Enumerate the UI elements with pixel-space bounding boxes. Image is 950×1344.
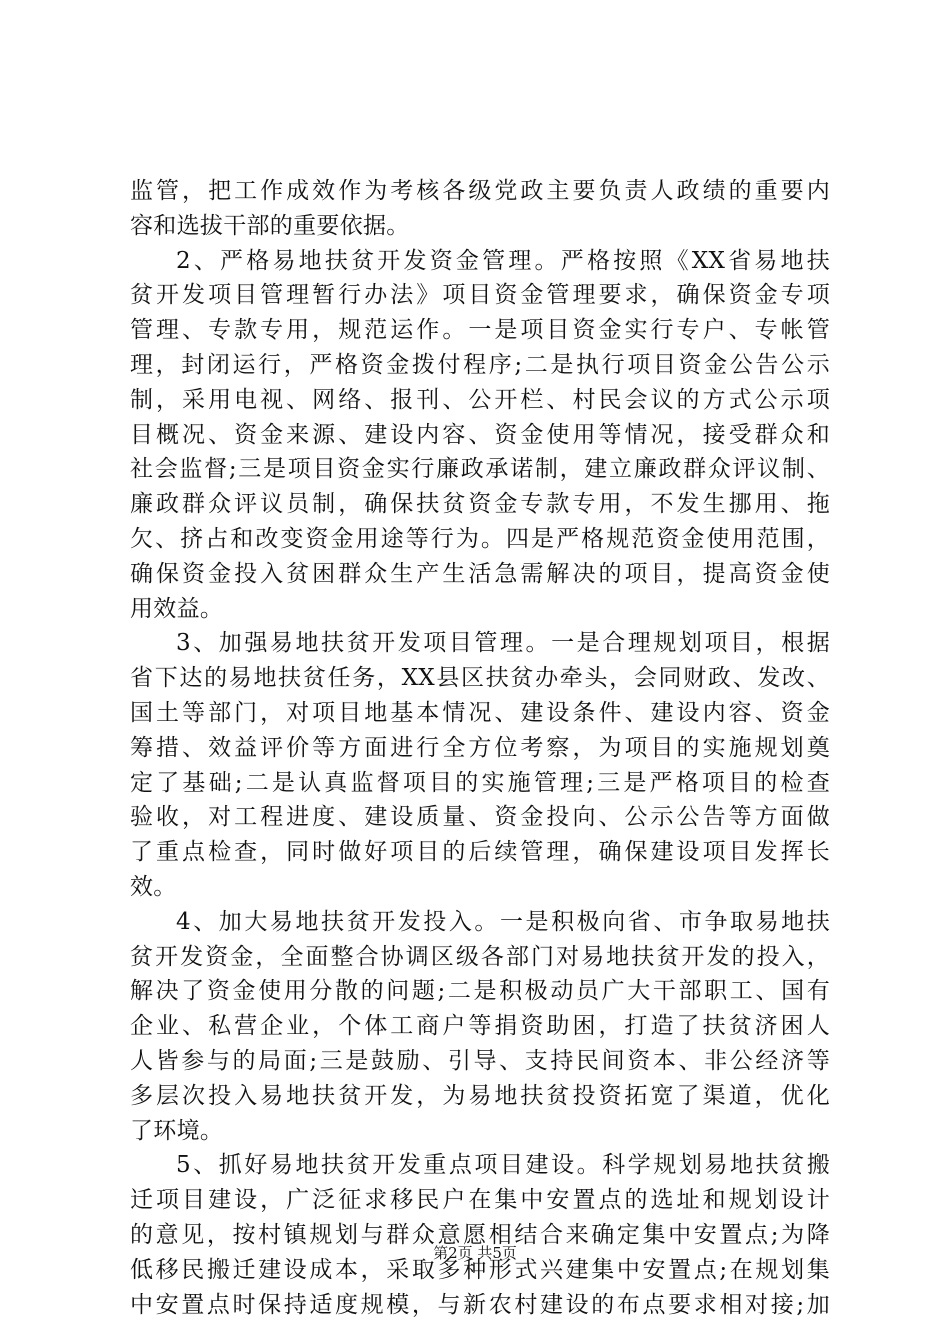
text-line: 社会监督;三是项目资金实行廉政承诺制，建立廉政群众评议制、: [130, 456, 830, 483]
text-line: 容和选拔干部的重要依据。: [130, 212, 410, 239]
text-line: 用效益。: [130, 595, 224, 622]
text-line: 省下达的易地扶贫任务，XX县区扶贫办牵头，会同财政、发改、: [130, 665, 830, 692]
text-line: 低移民搬迁建设成本，采取多种形式兴建集中安置点;在规划集: [130, 1256, 830, 1283]
text-line: 筹措、效益评价等方面进行全方位考察，为项目的实施规划奠: [130, 734, 830, 761]
text-line: 迁项目建设，广泛征求移民户在集中安置点的选址和规划设计: [130, 1187, 830, 1214]
text-line: 企业、私营企业，个体工商户等捐资助困，打造了扶贫济困人: [130, 1013, 830, 1040]
text-line: 中安置点时保持适度规模，与新农村建设的布点要求相对接;加: [130, 1291, 830, 1318]
text-line: 了重点检查，同时做好项目的后续管理，确保建设项目发挥长: [130, 839, 830, 866]
text-line: 效。: [130, 873, 177, 900]
text-line: 人皆参与的局面;三是鼓励、引导、支持民间资本、非公经济等: [130, 1047, 830, 1074]
text-line: 管理、专款专用，规范运作。一是项目资金实行专户、专帐管: [130, 317, 830, 344]
document-body: [130, 174, 830, 1322]
text-line: 的意见，按村镇规划与群众意愿相结合来确定集中安置点;为降: [130, 1221, 830, 1248]
text-line: 制，采用电视、网络、报刊、公开栏、村民会议的方式公示项: [130, 386, 830, 413]
text-line: 监管，把工作成效作为考核各级党政主要负责人政绩的重要内: [130, 178, 830, 204]
text-line: 确保资金投入贫困群众生产生活急需解决的项目，提高资金使: [130, 560, 830, 587]
text-line: 理，封闭运行，严格资金拨付程序;二是执行项目资金公告公示: [130, 351, 830, 378]
text-line: 验收，对工程进度、建设质量、资金投向、公示公告等方面做: [130, 804, 830, 831]
page-footer: 第2页 共5页: [433, 1244, 517, 1262]
text-line: 了环境。: [130, 1117, 224, 1144]
text-line: 贫开发项目管理暂行办法》项目资金管理要求，确保资金专项: [130, 282, 830, 309]
text-line: 定了基础;二是认真监督项目的实施管理;三是严格项目的检查: [130, 769, 830, 796]
text-line: 3、加强易地扶贫开发项目管理。一是合理规划项目，根据: [176, 630, 830, 657]
text-line: 欠、挤占和改变资金用途等行为。四是严格规范资金使用范围，: [130, 525, 830, 552]
text-line: 5、抓好易地扶贫开发重点项目建设。科学规划易地扶贫搬: [176, 1152, 830, 1179]
text-line: 解决了资金使用分散的问题;二是积极动员广大干部职工、国有: [130, 978, 830, 1005]
text-line: 2、严格易地扶贫开发资金管理。严格按照《XX省易地扶: [176, 247, 830, 274]
text-line: 目概况、资金来源、建设内容、资金使用等情况，接受群众和: [130, 421, 830, 448]
text-line: 贫开发资金，全面整合协调区级各部门对易地扶贫开发的投入，: [130, 943, 830, 970]
text-line: 廉政群众评议员制，确保扶贫资金专款专用，不发生挪用、拖: [130, 491, 830, 518]
text-line: 4、加大易地扶贫开发投入。一是积极向省、市争取易地扶: [176, 908, 830, 935]
text-line: 国土等部门，对项目地基本情况、建设条件、建设内容、资金: [130, 699, 830, 726]
text-line: 多层次投入易地扶贫开发，为易地扶贫投资拓宽了渠道，优化: [130, 1082, 830, 1109]
